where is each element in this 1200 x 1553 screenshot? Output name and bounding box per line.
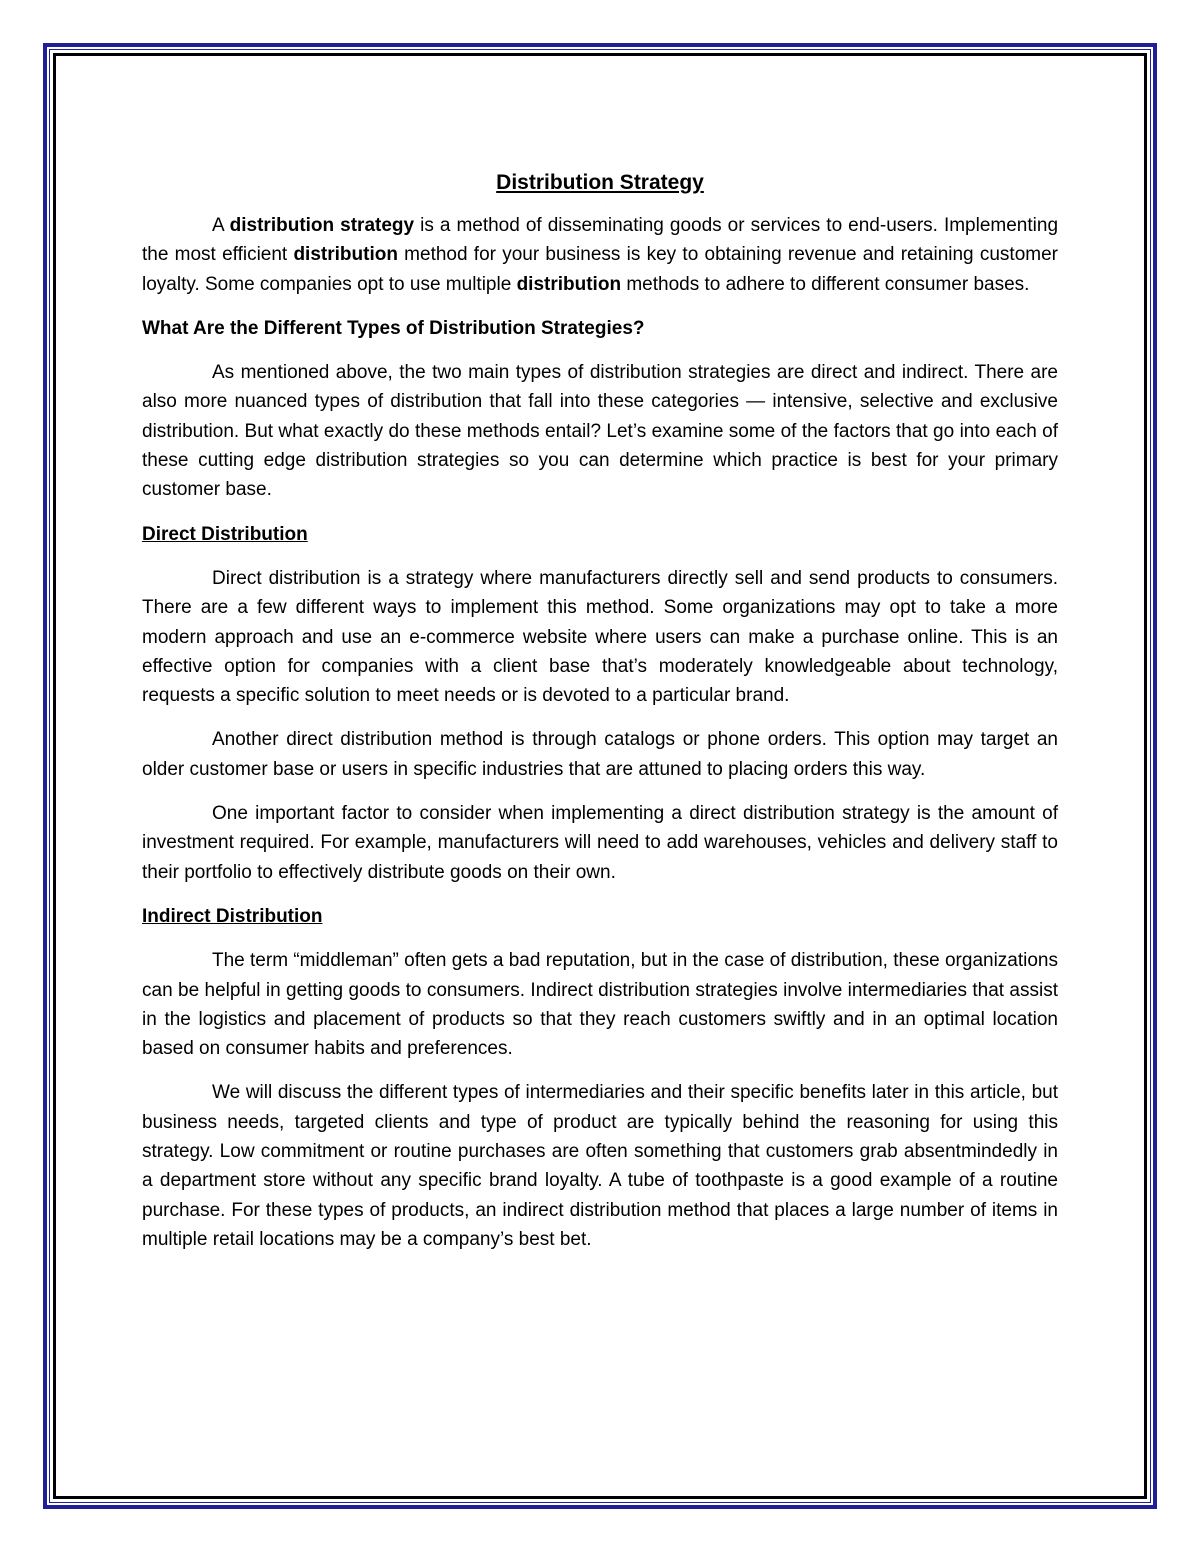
intro-bold-distribution-1: distribution: [293, 244, 398, 266]
indirect-paragraph-1: The term “middleman” often gets a bad reputation, but in the case of distribution, these organizations can be helpful in getting goods to consumers. Indirect distribution strategies involve intermediaries that assist in the logistics and placement of products so that they reach customers swiftly and in an optimal location based on consumer habits and preferences.: [142, 950, 1058, 1060]
intro-text-2: is a method of disseminating goods or services to end-users. Implementing the most efficient: [142, 215, 1059, 266]
intro-text-1: A: [212, 215, 230, 236]
types-heading: What Are the Different Types of Distribution Strategies?: [142, 317, 645, 339]
intro-text-4: methods to adhere to different consumer bases.: [621, 273, 1030, 295]
document-title: Distribution Strategy: [496, 171, 704, 194]
direct-paragraph-3: One important factor to consider when implementing a direct distribution strategy is the amount of investment required. For example, manufacturers will need to add warehouses, vehicles and delivery staff to their portfolio to effectively distribute goods on their own.: [142, 803, 1058, 883]
intro-paragraph: [142, 211, 1058, 299]
direct-paragraph-1: Direct distribution is a strategy where manufacturers directly sell and send products to consumers. There are a few different ways to implement this method. Some organizations may opt to take a more modern approach and use an e-commerce website where users can make a purchase online. This is an effective option for companies with a client base that’s moderately knowledgeable about technology, requests a specific solution to meet needs or is devoted to a particular brand.: [142, 567, 1058, 707]
indirect-paragraph-2: We will discuss the different types of intermediaries and their specific benefits later in this article, but business needs, targeted clients and type of product are typically behind the reasoning for using this strategy. Low commitment or routine purchases are often something that customers grab absentmindedly in a department store without any specific brand loyalty. A tube of toothpaste is a good example of a routine purchase. For these types of products, an indirect distribution method that places a large number of items in multiple retail locations may be a company’s best bet.: [142, 1082, 1058, 1250]
direct-paragraph-2: Another direct distribution method is through catalogs or phone orders. This option may target an older customer base or users in specific industries that are attuned to placing orders this way.: [142, 729, 1058, 780]
document-body: [142, 168, 1058, 1269]
direct-distribution-heading: Direct Distribution: [142, 523, 308, 545]
intro-bold-distribution-2: distribution: [516, 273, 622, 295]
intro-text-3: method for your business is key to obtaining revenue and retaining customer loyalty. Some companies opt to use multiple: [142, 244, 1058, 295]
types-paragraph: As mentioned above, the two main types of distribution strategies are direct and indirect. There are also more nuanced types of distribution that fall into these categories — intensive, selective and exclusive distribution. But what exactly do these methods entail? Let’s examine some of the factors that go into each of these cutting edge distribution strategies so you can determine which practice is best for your primary customer base.: [142, 362, 1058, 501]
indirect-distribution-heading: Indirect Distribution: [142, 905, 323, 927]
intro-bold-term: distribution strategy: [229, 215, 415, 236]
